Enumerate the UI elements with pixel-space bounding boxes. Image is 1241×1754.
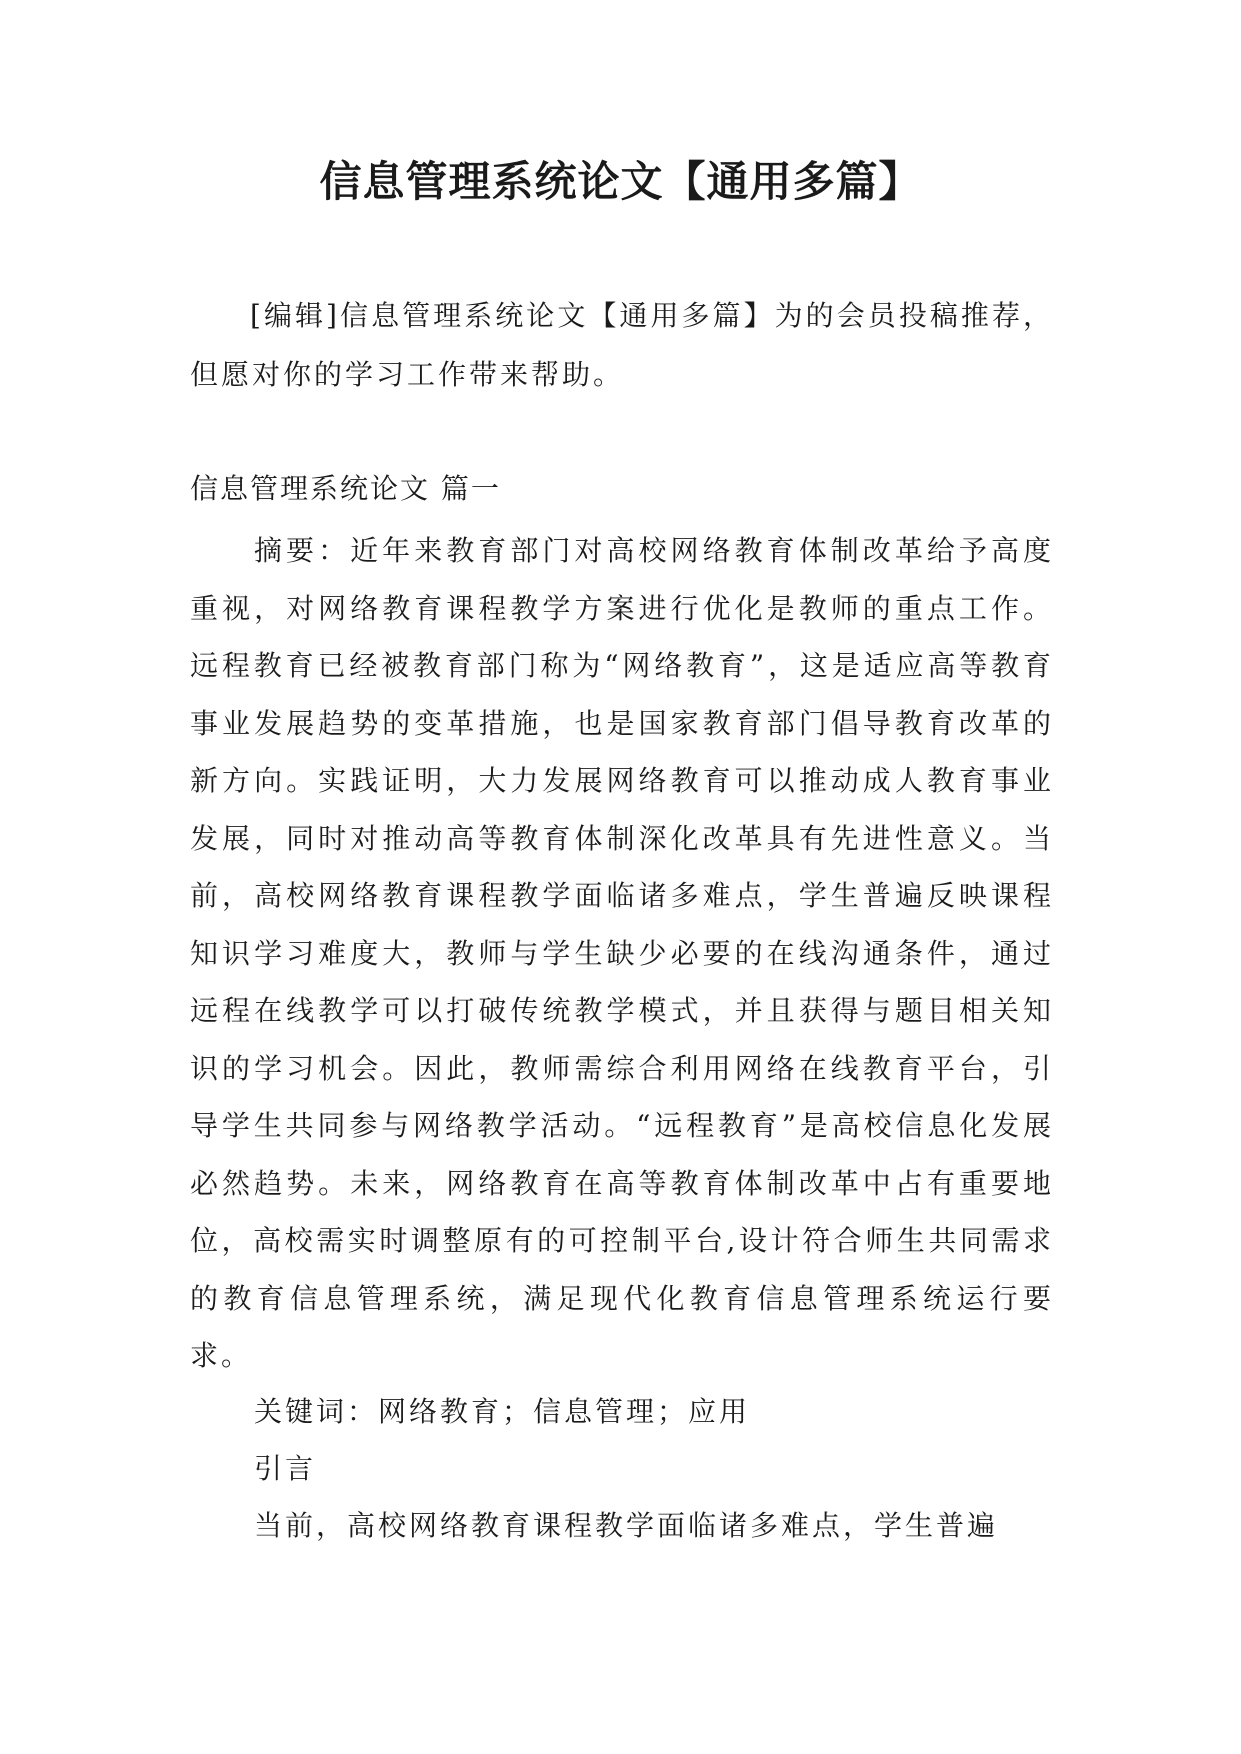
preface-paragraph: 当前，高校网络教育课程教学面临诸多难点，学生普遍 xyxy=(254,1509,999,1542)
preface-heading: 引言 xyxy=(254,1452,317,1485)
intro-paragraph: [编辑]信息管理系统论文【通用多篇】为的会员投稿推荐，但愿对你的学习工作带来帮助。 xyxy=(190,299,1054,391)
abstract-paragraph: 摘要：近年来教育部门对高校网络教育体制改革给予高度重视，对网络教育课程教学方案进行优化是教师的重点工作。远程教育已经被教育部门称为“网络教育”，这是适应高等教育事业发展趋势的变革措施，也是国家教育部门倡导教育改革的新方向。实践证明，大力发展网络教育可以推动成人教育事业发展，同时对推动高等教育体制深化改革具有先进性意义。当前，高校网络教育课程教学面临诸多难点，学生普遍反映课程知识学习难度大，教师与学生缺少必要的在线沟通条件，通过远程在线教学可以打破传统教学模式，并且获得与题目相关知识的学习机会。因此，教师需综合利用网络在线教育平台，引导学生共同参与网络教学活动。“远程教育”是高校信息化发展必然趋势。未来，网络教育在高等教育体制改革中占有重要地位，高校需实时调整原有的可控制平台,设计符合师生共同需求的教育信息管理系统，满足现代化教育信息管理系统运行要求。 xyxy=(190,534,1054,1372)
section-heading: 信息管理系统论文 篇一 xyxy=(190,472,501,505)
keywords-line: 关键词：网络教育；信息管理；应用 xyxy=(254,1395,751,1428)
document-title: 信息管理系统论文【通用多篇】 xyxy=(319,157,922,206)
